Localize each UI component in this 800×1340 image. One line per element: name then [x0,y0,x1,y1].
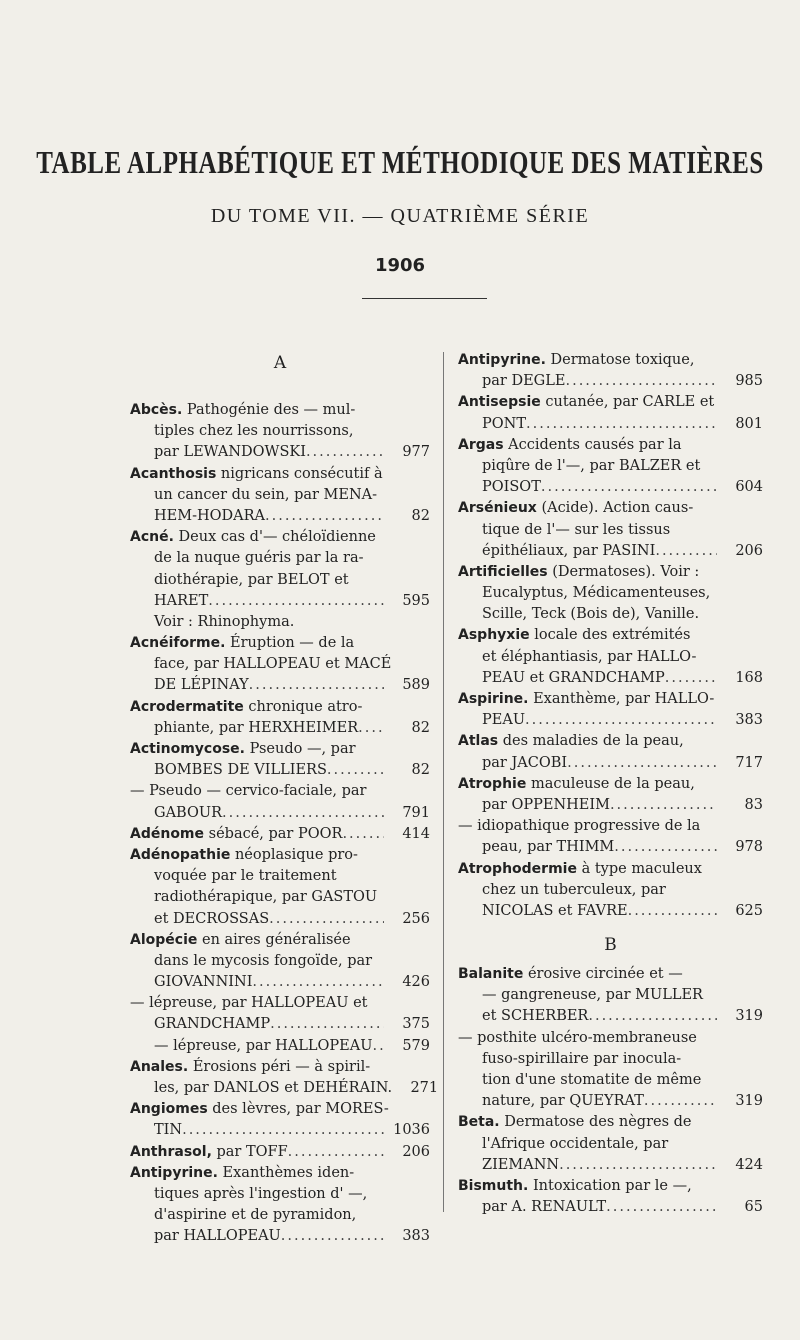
entry-text: et DECROSSAS [154,910,270,927]
entry-text: cutanée, par CARLE et [545,394,715,411]
index-entry [130,612,430,633]
page-number: 717 [735,754,763,771]
index-entry [458,1176,763,1218]
index-entry [130,697,430,739]
entry-line: tion d'une stomatite de même [482,1072,702,1088]
entry-line [458,1091,763,1112]
dot-leader [306,442,384,463]
entry-line: — Pseudo — cervico-faciale, par [130,783,367,800]
entry-text: néoplasique pro- [234,846,358,863]
entry-text: des lèvres, par MORES- [212,1101,389,1118]
entry-line [130,739,430,760]
entry-text: TIN [154,1122,183,1139]
index-entry [458,498,763,562]
entry-headword: Atlas [458,733,499,750]
entry-text: Accidents causés par la [508,436,682,453]
dot-leader [182,1120,384,1141]
entry-text: par OPPENHEIM [482,796,610,813]
entry-text: HEM-HODARA [154,507,265,524]
entry-line: tiques après l'ingestion d' —, [154,1185,368,1202]
entry-text: peau, par THIMM [482,839,615,856]
entry-text: phiante, par HERXHEIMER [154,719,359,736]
index-entry [458,731,763,773]
dot-leader [665,668,717,689]
entry-text: Éruption — de la [230,635,355,652]
entry-text: par A. RENAULT [482,1199,607,1216]
dot-leader [249,675,384,696]
entry-line: dans le mycosis fongoïde, par [154,952,373,969]
entry-line [130,697,430,718]
dot-leader [526,414,717,435]
entry-headword: Argas [458,436,504,453]
index-entry [458,350,763,392]
page-number: 595 [402,592,430,609]
entry-line [130,400,430,421]
index-entry [458,435,763,499]
entry-line [130,845,430,866]
page-number: 426 [402,974,430,991]
page-number: 977 [402,444,430,461]
right-column [458,350,763,1218]
page-number: 83 [744,796,763,813]
dot-leader [567,753,717,774]
entry-headword: Antipyrine. [458,352,546,368]
entry-line [458,774,763,795]
page-number: 985 [735,373,763,390]
entry-text: par HALLOPEAU [154,1228,281,1245]
entry-text: (Acide). Action caus- [541,500,694,517]
entry-headword: Acnéiforme. [130,635,226,652]
entry-headword: Adénome [130,825,205,842]
entry-text: Exanthème, par HALLO- [533,691,715,707]
entry-line: radiothérapique, par GASTOU [154,889,378,906]
entry-line [130,442,430,463]
entry-headword: Acrodermatite [130,698,244,715]
entry-line [458,689,763,710]
entry-line: chez un tuberculeux, par [482,881,666,898]
page-number: 319 [735,1008,763,1025]
dot-leader [525,710,717,731]
entry-headword: Antipyrine. [130,1164,218,1181]
dot-leader [565,371,717,392]
entry-line [458,541,763,562]
entry-line: — posthite ulcéro-membraneuse [458,1029,697,1046]
entry-text: GABOUR [154,804,223,821]
entry-line [130,506,430,527]
dot-leader [372,1036,384,1057]
entry-line [130,803,430,824]
page-number: 82 [411,507,430,524]
entry-text: à type maculeux [581,860,702,877]
dot-leader [541,477,717,498]
entry-line [458,1197,763,1218]
entry-line: d'aspirine et de pyramidon, [154,1207,357,1224]
entry-text: les, par DANLOS et DEHÉRAIN. [154,1080,393,1096]
entry-headword: Acné. [130,529,174,546]
page-number: 414 [402,825,430,842]
year: 1906 [374,255,426,276]
entry-text [130,824,342,845]
page-number: 375 [402,1016,430,1033]
entry-line: de la nuque guéris par la ra- [154,550,364,567]
index-entry [130,993,430,1035]
entry-headword: Angiomes [130,1101,208,1118]
entry-text [130,1142,288,1163]
entry-line [458,392,763,413]
title-rule [362,298,487,299]
index-entry [130,1036,430,1057]
page-number: 206 [402,1143,430,1160]
entry-line [130,909,430,930]
entry-line [458,795,763,816]
entry-text: et SCHERBER [482,1008,589,1025]
entry-line [130,718,430,739]
dot-leader [342,824,384,845]
dot-leader [628,901,717,922]
dot-leader [588,1006,717,1027]
entry-text: Deux cas d'— chéloïdienne [178,529,376,546]
column-divider [443,352,444,1212]
dot-leader [644,1091,717,1112]
entry-line [458,1155,763,1176]
entry-line [458,435,763,456]
entry-line [458,414,763,435]
entry-line [130,930,430,951]
entry-line: tiples chez les nourrissons, [154,423,354,440]
entry-text: Exanthèmes iden- [222,1164,355,1181]
entry-text: GRANDCHAMP [154,1016,271,1033]
entry-headword: Atrophie [458,775,527,792]
entry-line [130,1142,430,1163]
entry-line: diothérapie, par BELOT et [154,571,349,588]
index-entry [458,816,763,858]
index-entry [130,1163,430,1248]
entry-text: érosive circinée et — [527,966,683,983]
entry-line [458,350,763,371]
entry-line [130,1163,430,1184]
entry-text: HARET [154,592,209,609]
index-entry [130,739,430,781]
page-number: 604 [735,479,763,496]
dot-leader [281,1226,384,1247]
page-number: 589 [402,677,430,694]
entry-line [458,498,763,519]
page-number: 579 [402,1037,430,1054]
page-number: 168 [735,669,763,686]
left-column [130,350,439,1248]
entry-text: Pseudo —, par [249,741,356,757]
index-entry [458,625,763,689]
index-entry [130,930,430,994]
page-number: 1036 [393,1122,430,1139]
entry-line: tique de l'— sur les tissus [482,521,671,538]
entry-line [130,464,430,485]
page-number: 319 [735,1093,763,1110]
index-entry [458,562,763,626]
entry-line: — lépreuse, par HALLOPEAU et [130,995,368,1012]
entry-text: nigricans consécutif à [220,465,383,482]
entry-text: DE LÉPINAY [154,677,249,694]
entry-line: — gangreneuse, par MULLER [482,987,703,1004]
entry-line [130,1036,430,1057]
entry-text: Intoxication par le —, [532,1177,692,1194]
dot-leader [252,972,384,993]
entry-line [458,1176,763,1197]
page-number: 383 [735,712,763,729]
entry-text: par LEWANDOWSKI [154,444,306,461]
entry-line [130,591,430,612]
entry-text: PEAU [482,712,526,729]
entry-line: voquée par le traitement [154,868,337,885]
entry-headword: Atrophodermie [458,860,577,877]
entry-headword: Anales. [130,1058,189,1075]
entry-line [130,1120,430,1141]
dot-leader [327,760,384,781]
entry-headword: Aspirine. [458,691,529,707]
entry-line [130,527,430,548]
entry-text: NICOLAS et FAVRE [482,902,628,919]
index-entry [130,781,430,823]
index-entry [130,464,430,528]
entry-line [130,1226,430,1247]
entry-text: par DEGLE [482,373,566,390]
entry-line [458,710,763,731]
entry-line [458,625,763,646]
entry-text: chronique atro- [248,698,363,715]
index-entry [458,392,763,434]
entry-line [130,633,430,654]
entry-text: PONT [482,415,527,432]
section-letter: A [273,353,287,373]
page-number: 271 [410,1080,439,1096]
dot-leader [358,718,384,739]
index-entry [130,633,430,697]
entry-line [458,964,763,985]
dot-leader [222,803,384,824]
entry-line [458,562,763,583]
page-number: 424 [735,1156,763,1173]
entry-line: Eucalyptus, Médicamenteuses, [482,585,711,602]
index-entry [458,859,763,923]
entry-line [130,1057,430,1078]
page-number: 625 [735,902,763,919]
index-entry [130,1057,439,1099]
entry-headword: Arsénieux [458,500,537,517]
entry-headword: Beta. [458,1114,500,1131]
entry-line: piqûre de l'—, par BALZER et [482,457,701,474]
entry-line: — idiopathique progressive de la [458,818,701,835]
entry-inline-text: sébacé, par POOR [208,825,343,842]
entry-line: face, par HALLOPEAU et MACÉ [154,656,392,673]
entry-text: — lépreuse, par HALLOPEAU [154,1037,373,1054]
entry-line [130,824,430,845]
entry-line [458,1112,763,1133]
dot-leader [288,1142,384,1163]
entry-line [458,668,763,689]
dot-leader [606,1197,717,1218]
entry-text: en aires généralisée [201,931,351,948]
dot-leader [265,506,384,527]
page-number: 65 [744,1199,763,1216]
dot-leader [610,795,717,816]
entry-text: PEAU et GRANDCHAMP [482,669,665,686]
entry-text: locale des extrémités [534,627,691,644]
entry-headword: Bismuth. [458,1177,529,1194]
index-entry [130,400,430,464]
entry-text: par JACOBI [482,754,568,771]
index-entry [458,964,763,1028]
page-title: TABLE ALPHABÉTIQUE ET MÉTHODIQUE DES MATIÈRES [36,146,764,181]
entry-line [130,972,430,993]
entry-line [458,837,763,858]
entry-headword: Anthrasol, [130,1143,212,1160]
entry-line [458,901,763,922]
entry-text: Dermatose des nègres de [504,1114,692,1131]
page-number: 383 [402,1228,430,1245]
entry-text: maculeuse de la peau, [530,775,695,792]
entry-line: et éléphantiasis, par HALLO- [482,648,697,665]
entry-text: nature, par QUEYRAT [482,1093,644,1110]
entry-line: l'Afrique occidentale, par [482,1135,669,1152]
index-entry [458,1028,763,1113]
entry-text: POISOT [482,479,541,496]
page-number: 206 [735,542,763,559]
entry-line: fuso-spirillaire par inocula- [482,1050,682,1067]
entry-headword: Actinomycose. [130,741,245,757]
entry-text: BOMBES DE VILLIERS [154,762,327,779]
page-number [384,612,430,633]
entry-line [458,371,763,392]
entry-headword: Abcès. [130,402,183,418]
entry-line [130,1078,439,1099]
entry-text: Voir : Rhinophyma. [154,613,295,630]
index-entry [458,689,763,731]
page-number: 791 [402,804,430,821]
index-entry [130,824,430,845]
index-entry [458,774,763,816]
entry-line [458,477,763,498]
page-number: 978 [735,839,763,856]
entry-headword: Adénopathie [130,846,231,863]
page-number: 82 [411,762,430,779]
page-number: 801 [735,415,763,432]
dot-leader [655,541,717,562]
entry-headword: Balanite [458,966,524,983]
entry-text: des maladies de la peau, [502,733,684,750]
entry-text: Pathogénie des — mul- [186,402,356,418]
entry-line: Scille, Teck (Bois de), Vanille. [482,606,700,623]
entry-line [130,1014,430,1035]
entry-line: un cancer du sein, par MENA- [154,486,378,503]
index-entry [130,1099,430,1141]
dot-leader [559,1155,717,1176]
entry-headword: Artificielles [458,563,548,580]
entry-line [458,1006,763,1027]
entry-text: épithéliaux, par PASINI [482,542,656,559]
section-letter: B [604,935,617,956]
dot-leader [208,591,384,612]
entry-headword: Alopécie [130,931,198,948]
entry-text: (Dermatoses). Voir : [552,563,700,580]
dot-leader [270,1014,384,1035]
index-entry [130,1142,430,1163]
entry-headword: Antisepsie [458,394,541,411]
dot-leader [614,837,717,858]
entry-line [130,1099,430,1120]
entry-line [458,753,763,774]
index-entry [458,1112,763,1176]
volume-subtitle: DU TOME VII. — QUATRIÈME SÉRIE [210,205,590,227]
entry-text: ZIEMANN [482,1156,560,1173]
entry-line [130,675,430,696]
entry-line [130,760,430,781]
dot-leader [269,909,384,930]
entry-headword: Asphyxie [458,627,530,644]
index-entry [130,527,430,612]
entry-text: GIOVANNINI [154,974,253,991]
entry-text: Érosions péri — à spiril- [192,1058,371,1075]
page-number: 256 [402,910,430,927]
entry-inline-text: par TOFF [216,1143,288,1160]
page-number: 82 [411,719,430,736]
entry-line [458,859,763,880]
index-entry [130,845,430,930]
entry-line [458,731,763,752]
entry-text: Dermatose toxique, [550,352,695,368]
entry-headword: Acanthosis [130,465,217,482]
entry-line [130,612,430,633]
